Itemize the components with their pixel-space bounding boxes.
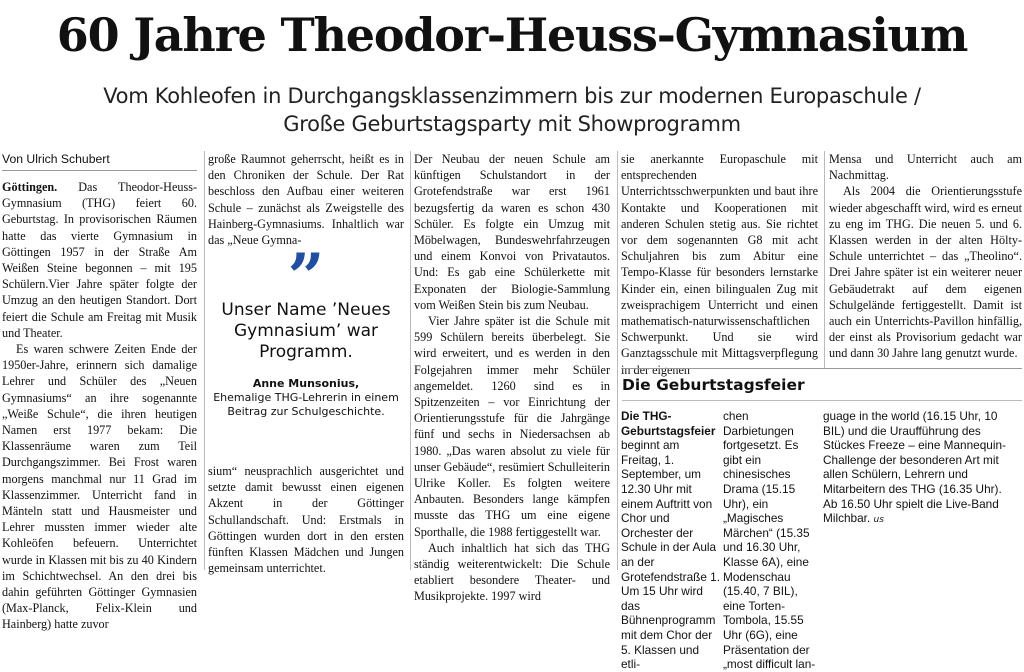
headline: 60 Jahre Theodor-Heuss-Gymnasium [56,8,968,62]
paragraph: sie anerkannte Europaschule mit entsprechenden Unterrichtsschwerpunkten und baut ihre Kontakte und Kooperationen mit anderen Schulen stetig aus. Sie richtet vor dem sogenannten G8 mit acht Schuljahren bis zum Abitur eine Tempo-Klasse für besonders lernstarke Kinder ein, einen bilingualen Zug mit zweisprachigem Unterricht und einen mathematisch-naturwissenschaftlichen Schwerpunkt. Und sie wird Ganztagsschule mit Mittagsverpflegung in der eigenen [621,152,818,377]
quote-author: Anne Munsonius, [252,377,360,390]
column-rule [824,151,825,368]
quote-author-role: Ehemalige THG-Lehrerin in einem Beitrag zur Schulgeschichte. [213,391,399,418]
article-column-3 [414,151,610,604]
info-box-text: guage in the world (16.15 Uhr, 10 BIL) und die Uraufführung des Stückes Freeze – eine Mannequin-Challenge der besonderen Art mit allen Schülern, Lehrern und Mitarbeitern des THG (16.35 Uhr). Ab 16.50 Uhr spielt die Live-Band Milchbar. [823,409,1006,526]
subtitle-line-1: Vom Kohleofen in Durchgangsklassenzimmern bis zur modernen Europaschule / [103,84,921,108]
info-box-title: Die Geburtstagsfeier [622,374,1022,401]
dateline: Göttingen. [2,180,58,194]
column-rule [410,151,411,570]
paragraph [2,179,197,341]
info-box-column-1 [621,409,721,672]
paragraph: Es waren schwere Zeiten Ende der 1950er-Jahre, erinnern sich damalige Lehrer und Schüler des „Neuen Gymnasiums“ an ihre sogenannte „Weiße Schule“, die ihren heutigen Namen erst 1977 bekam: Die Klassenräume waren zum Teil Durchgangszimmer. Bei Frost waren morgens manchmal nur 11 Grad im Klassenzimmer. Unterricht fand in Mänteln statt und Hausmeister und Lehrer mussten immer wieder alte Kohleöfen befeuern. Unterrichtet wurde in Klassen mit bis zu 40 Kindern im Schichtwechsel. An den drei bis dahin geführten Göttinger Gymnasien (Max-Planck, Felix-Klein und Hainberg) hatte zuvor [2,342,197,632]
subtitle-line-2: Große Geburtstagsparty mit Showprogramm [283,112,741,136]
paragraph: Vier Jahre später ist die Schule mit 599 Schülern bereits überbelegt. Sie wird erweitert, und es werden in den Folgejahren immer mehr Schüler angemeldet. 1260 sind es in Spitzenzeiten – vor Einrichtung der Orientierungsstufe für die Jahrgänge fünf und sechs in Niedersachsen ab 1980. „Das waren absolut zu viele für unser Gebäude“, resümiert Schulleiterin Ulrike Koller. Es folgten weitere Anbauten. Besonders lange kämpfen musste das THG um eine eigene Sporthalle, die 1988 fertiggestellt war. [414,314,610,539]
byline: Von Ulrich Schubert [2,151,197,171]
article-column-2-bottom [208,463,404,576]
column-rule [204,151,205,570]
pull-quote [208,240,404,419]
article-column-1 [2,151,197,632]
info-box-text: chen Darbietungen fortgesetzt. Es gibt ein chinesisches Drama (15.15 Uhr), ein „Magisches Märchen“ (15.35 und 16.30 Uhr, Klasse 6A), eine Modenschau (15.40, 7 BIL), eine Torten-Tombola, 15.55 Uhr (6G), eine Präsentation der „most difficult lan- [723,409,816,672]
info-box-divider [621,368,1022,369]
paragraph: große Raumnot geherrscht, heißt es in den Chroniken der Schule. Der Rat beschloss den Aufbau einer weiteren Schule – zunächst als Zweigstelle des Hainberg-Gymnasiums. Inhaltlich war das „Neue Gymna- [208,152,404,248]
info-box-lead: Die THG-Geburtstagsfeier [621,409,716,438]
paragraph-text: Das Theodor-Heuss-Gymnasium (THG) feiert 60. Geburtstag. In provisorischen Räumen hatte das vierte Gymnasium in Göttingen 1957 in der Straße Am Weißen Steine begonnen – mit 195 Schülern.Vier Jahre später folgte der Umzug an den heutigen Standort. Dort feiert die Schule am Freitag mit Musik und Theater. [2,180,197,340]
info-box-column-3 [823,409,1011,570]
paragraph: Mensa und Unterricht auch am Nachmittag. [829,152,1022,183]
column-rule [617,151,618,570]
info-box-text: beginnt am Freitag, 1. September, um 12.30 Uhr mit einem Auftritt von Chor und Orchester der Schule in der Aula an der Grotefendstraße 1. Um 15 Uhr wird das Bühnenprogramm mit dem Chor der 5. Klassen und etli- [621,438,721,672]
paragraph: Als 2004 die Orientierungsstufe wieder abgeschafft wird, wird es erneut zu eng im THG. Die neuen 5. und 6. Klassen werden in der alten Hölty-Schule unterrichtet – das „Theolino“. Drei Jahre später ist ein weiterer neuer Gebäudetrakt auf dem eigenen Schulgelände fertiggestellt. Damit ist auch ein Unterrichts-Pavillon hinfällig, der einst als Provisorium gedacht war und dann 30 Jahre lang genutzt wurde. [829,184,1022,361]
paragraph: Der Neubau der neuen Schule am künftigen Schulstandort in der Grotefendstraße war erst 1961 bezugsfertig da waren es schon 430 Schüler. Es folgte ein Umzug mit Möbelwagen, Bundeswehrfahrzeugen und einem Konvoi von Privatautos. Und: Es gab eine Schülerkette mit Exponaten der Biologie-Sammlung vom Weißen Stein bis zum Neubau. [414,152,610,312]
quote-mark-icon: ” [287,240,325,315]
author-signature: us [873,515,884,526]
info-box-column-2 [723,409,820,672]
paragraph: sium“ neusprachlich ausgerichtet und setzte damit bewusst einen eigenen Akzent in der Göttinger Schullandschaft. Und: Erstmals in Göttingen wurden dort in den ersten fünften Klassen Mädchen und Jungen gemeinsam unterrichtet. [208,464,404,576]
paragraph: Auch inhaltlich hat sich das THG ständig weiterentwickelt: Die Schule etabliert besondere Theater- und Musikprojekte. 1997 wird [414,540,610,604]
article-column-5 [829,151,1022,368]
quote-text: Unser Name ’Neues Gymnasium’ war Programm. [221,300,391,362]
subtitle [0,82,1024,138]
